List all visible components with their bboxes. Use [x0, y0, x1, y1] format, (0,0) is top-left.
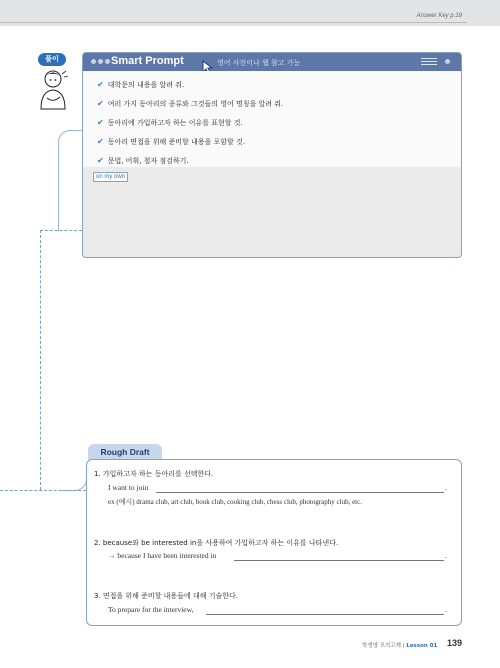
page-number: 139: [447, 638, 463, 648]
on-my-own-tag[interactable]: on my own: [93, 172, 128, 182]
prompt-item: ✔ 문법, 어휘, 철자 점검하기.: [97, 156, 189, 165]
period-1: .: [445, 483, 447, 492]
window-control-dot[interactable]: [445, 59, 450, 64]
period-2: .: [445, 551, 447, 560]
question-2-ko: 2. because와 be interested in을 사용하여 가입하고자 하는 이유를 나타낸다.: [94, 539, 339, 547]
rough-draft-tab: Rough Draft: [88, 444, 162, 460]
menu-icon[interactable]: [421, 58, 437, 66]
check-icon: ✔: [97, 99, 104, 108]
prompt-list: [83, 71, 461, 167]
answer-key-ref: Answer Key p.19: [416, 13, 462, 19]
check-icon: ✔: [97, 137, 104, 146]
prompt-item: ✔ 여러 가지 동아리의 종류와 그것들의 영어 명칭을 알려 줘.: [97, 99, 284, 108]
window-titlebar: [83, 53, 461, 71]
check-icon: ✔: [97, 80, 104, 89]
question-1-prompt: I want to join: [108, 483, 149, 492]
footer-lesson: Lesson 01: [406, 643, 438, 649]
window-dot-2: [98, 59, 103, 64]
connector-curve-bottom: [60, 464, 87, 491]
solution-label: 풀이: [38, 53, 66, 66]
prompt-item: ✔ 동아리에 가입하고자 하는 이유를 표현할 것.: [97, 118, 243, 127]
check-icon: ✔: [97, 156, 104, 165]
window-subtitle: 영어 사전이나 웹 참고 가능: [217, 59, 301, 67]
prompt-item: ✔ 동아리 면접을 위해 준비할 내용을 포함할 것.: [97, 137, 245, 146]
period-3: .: [445, 605, 447, 614]
person-illustration-icon: [36, 68, 72, 110]
connector-dash-horizontal: [40, 230, 82, 231]
window-dot-3: [105, 59, 110, 64]
connector-curve-top: [58, 130, 83, 231]
question-3-ko: 3. 면접을 위해 준비할 내용들에 대해 기술한다.: [94, 592, 238, 600]
connector-dash-bottom: [0, 490, 86, 491]
answer-blank-1[interactable]: [156, 492, 444, 493]
check-icon: ✔: [97, 118, 104, 127]
question-3-prompt: To prepare for the interview,: [108, 605, 194, 614]
question-1-ko: 1. 가입하고자 하는 동아리를 선택한다.: [94, 470, 214, 478]
answer-blank-2[interactable]: [234, 560, 444, 561]
footer-book: 학생영 모의고재: [362, 643, 401, 649]
window-title: Smart Prompt: [111, 55, 184, 67]
question-2-prompt: → because I have been interested in: [108, 551, 217, 560]
answer-blank-3[interactable]: [206, 614, 444, 615]
header-rule: [0, 22, 467, 23]
prompt-item: ✔ 대학문의 내용을 알려 줘.: [97, 80, 185, 89]
footer-label: 학생영 모의고재 | Lesson 01: [362, 643, 438, 649]
smart-prompt-window: [82, 52, 462, 258]
window-dot-1: [91, 59, 96, 64]
question-1-example: ex (예시) drama club, art club, book club, cooking club, chess club, photography club, etc.: [108, 498, 362, 506]
connector-dash-vertical: [40, 230, 41, 490]
